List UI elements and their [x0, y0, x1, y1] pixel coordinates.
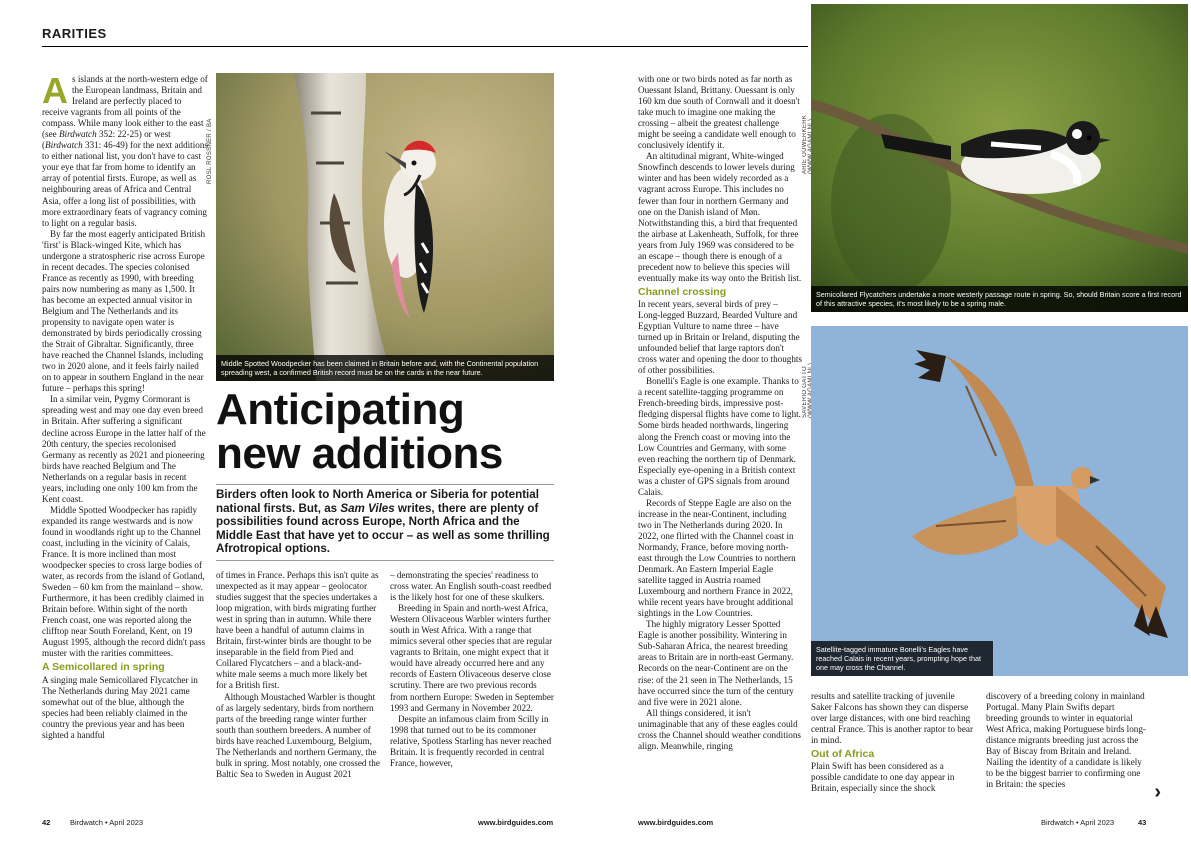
drop-cap: A [42, 74, 68, 111]
paragraph: discovery of a breeding colony in mainland Portugal. Many Plain Swifts depart breeding grounds to winter in equatorial West Africa, making Portuguese birds long-distance migrants breeding just across the Bay of Biscay from Britain and Ireland. Nailing the identity of a candidate is likely to be the biggest barrier to confirming one in Britain: the species [986, 691, 1146, 790]
column-2 [216, 570, 380, 812]
woodpecker-image [216, 73, 554, 381]
paragraph: – demonstrating the species' readiness to cross water. An English south-coast reedbed is the likely host for one of these skulkers. [390, 570, 552, 603]
magazine-issue-left: Birdwatch • April 2023 [70, 818, 144, 827]
website-url-left[interactable]: www.birdguides.com [478, 818, 554, 827]
headline [216, 385, 556, 478]
standfirst: Birders often look to North America or Siberia for potential national firsts. But, as Sam Viles writes, there are plenty of possibilities found across Europe, North Africa and the Middle East that have yet to occur – as well as some thrilling Afrotropical options. [216, 484, 554, 561]
header-rule [42, 46, 808, 47]
paragraph: Plain Swift has been considered as a possible candidate to one day appear in Britain, especially since the shock [811, 761, 955, 794]
column-5 [811, 691, 975, 812]
paragraph: Breeding in Spain and north-west Africa, Western Olivaceous Warbler winters further south in West Africa. With a range that mimics several other species that are regular vagrants to Britain, one might expect that it would have already occurred here and any records of Eastern Olivaceous deserve close scrutiny. There are two previous records from northern Europe: Sweden in September 1993 and Germany in November 2022. [390, 603, 554, 713]
paragraph: In recent years, several birds of prey – Long-legged Buzzard, Bearded Vulture and Egyptian Vulture to name three – have turned up in Britain or Ireland, disputing the unfounded belief that large raptors don't cross water and opening the door to thoughts of other possibilities. [638, 298, 802, 376]
paragraph: Although Moustached Warbler is thought of as largely sedentary, birds from northern parts of the breeding range winter further south than southern breeders. A number of birds have reached Luxembourg, Belgium, The Netherlands and northern Germany, the bulk in spring. Most notably, one crossed the Baltic Sea to Sweden in August 2021 [216, 691, 380, 779]
column-6 [986, 691, 1148, 812]
eagle-caption: Satellite-tagged immature Bonelli's Eagles have reached Calais in recent years, prompting hope that one may cross the Channel. [811, 641, 993, 676]
paragraph: A singing male Semicollared Flycatcher in The Netherlands during May 2021 came somewhat out of the blue, although the species had been reliably claimed in the country the previous year and has been sighted a handful [42, 674, 198, 740]
next-page-arrow-icon[interactable]: › [1154, 781, 1161, 803]
headline-line-2: new additions [216, 429, 503, 478]
subheading: A Semicollared in spring [42, 661, 165, 674]
paragraph: Bonelli's Eagle is one example. Thanks to a recent satellite-tagging programme on French-breeding birds, impressive post-fledging dispersal flights have come to light. Some birds headed northwards, lingering along the French coast or moving into the Low Countries and Germany, with some even reaching the northern tip of Denmark. Especially eye-opening in a British context was a cluster of GPS signals from around Calais. [638, 376, 801, 497]
website-url-right[interactable]: www.birdguides.com [638, 818, 714, 827]
paragraph: Despite an infamous claim from Scilly in 1998 that turned out to be its commoner relative, Spotless Starling has never reached Britain. It is frequently recorded in central France, however, [390, 713, 552, 768]
page-number-right: 43 [1138, 818, 1147, 827]
subheading: Channel crossing [638, 285, 727, 298]
woodpecker-caption: Middle Spotted Woodpecker has been claimed in Britain before and, with the Continental population spreading west, a confirmed British record must be on the cards in the near future. [216, 355, 554, 381]
magazine-issue-right: Birdwatch • April 2023 [1041, 818, 1115, 827]
eagle-photo [811, 326, 1188, 676]
woodpecker-photo [216, 73, 554, 381]
eagle-image [811, 326, 1188, 676]
flycatcher-caption: Semicollared Flycatchers undertake a more westerly passage route in spring. So, should Britain score a first record of this attractive species, it's most likely to be a spring male. [811, 286, 1188, 312]
flycatcher-image [811, 4, 1188, 312]
column-4 [638, 74, 802, 812]
paragraph: with one or two birds noted as far north as Ouessant Island, Brittany. Ouessant is only 160 km due south of Cornwall and it doesn't take much to imagine one making the crossing – albeit the greatest challenge might be seeing a candidate well enough to conclusively identify it. [638, 74, 800, 151]
column-1 [42, 74, 208, 812]
paragraph: of times in France. Perhaps this isn't quite as unexpected as it may appear – geolocator studies suggest that the species undertakes a loop migration, with birds migrating further west in spring than in autumn. While there have been a handful of autumn claims in Britain, first-winter birds are thought to be inseparable in the field from Pied and Collared Flycatchers – and a black-and-white male seems a much more likely bet for a British first. [216, 570, 379, 691]
photo-credit: ARIE OUWERKERK [802, 114, 808, 174]
page-number-left: 42 [42, 818, 51, 827]
paragraph: results and satellite tracking of juvenile Saker Falcons has shown they can disperse over large distances, with one bird reaching central France. This is another raptor to bear in mind. [811, 691, 973, 746]
section-label: RARITIES [42, 26, 107, 41]
headline-line-1: Anticipating [216, 385, 465, 434]
flycatcher-photo [811, 4, 1188, 312]
paragraph: Middle Spotted Woodpecker has rapidly expanded its range westwards and is now found in woodlands right up to the Channel coast, including in the vicinity of Calais, France. It is more inclined than most woodpecker species to cross large bodies of water, as records from the island of Gotland, Sweden – 60 km from the mainland – show. Furthermore, it has been credibly claimed in Britain before. Within sight of the north French coast, one was reported along the clifftop near South Foreland, Kent, on 19 August 1995, although the record didn't pass muster with the rarities committees. [42, 504, 206, 659]
paragraph: All things considered, it isn't unimaginable that any of these eagles could cross the Channel should weather conditions align. Meanwhile, ringing [638, 707, 801, 751]
paragraph: The highly migratory Lesser Spotted Eagle is another possibility. Wintering in Sub-Saharan Africa, the nearest breeding areas to Britain are in north-east Germany. Records on the near-Continent are on the rise: of the 21 seen in The Netherlands, 15 have occurred since the turn of the century and five were in 2021 alone. [638, 619, 794, 707]
paragraph: Records of Steppe Eagle are also on the increase in the near-Continent, including two in The Netherlands during 2020. In 2022, one flirted with the Channel coast in Normandy, France, before moving north-east through the Low Countries to northern Denmark. An Eastern Imperial Eagle satellite tagged in Austria roamed Luxembourg and northern France in 2022, while recent years have brought additional sightings in the Low Countries. [638, 497, 796, 619]
author-name: Sam Viles [340, 501, 395, 515]
paragraph: An altitudinal migrant, White-winged Snowfinch descends to lower levels during winter and has been widely recorded as a vagrant across Europe. This includes no fewer than four in northern Germany and one on the Danish island of Møn. Notwithstanding this, a bird that frequented the airbase at Lakenheath, Suffolk, for three years from July 1969 was considered to be an escape – though there is enough of a precedent now to believe this species will eventually make its way onto the British list. [638, 151, 802, 283]
column-3 [390, 570, 554, 812]
paragraph: By far the most eagerly anticipated British 'first' is Black-winged Kite, which has undergone a stratospheric rise across Europe in recent decades. The species colonised France as recently as 1990, with breeding pairs now numbering as many as 1,500. It has become an expected annual visitor in Belgium and The Netherlands and its propensity to navigate open water is demonstrated by birds periodically crossing the Strait of Gibraltar. Significantly, three have reached the Channel Islands, including two in 2020 alone, and it feels fairly nailed on to appear in southern England in the near future – perhaps this spring! [42, 228, 206, 394]
photo-credit: ROSL RÖSSNER / BA [207, 118, 213, 184]
subheading: Out of Africa [811, 748, 875, 761]
paragraph: In a similar vein, Pygmy Cormorant is spreading west and may one day even breed in Britain. After suffering a significant decline across Europe in the latter half of the 20th century, the species recolonised Germany as recently as 2021 and pioneering birds have reached Belgium and The Netherlands on a regular basis in recent years, including one only 100 km from the Kent coast. [42, 394, 206, 504]
photo-credit: SAVERIO GATTO [802, 366, 808, 418]
intro-paragraph: As islands at the north-western edge of the European landmass, Britain and Ireland are perfectly placed to receive vagrants from all points of the compass. While many look either to the east (see Birdwatch 352: 22-25) or west (Birdwatch 331: 46-49) for the next additions to either national list, you don't have to cast your eye that far from home to identify an array of potential firsts. Europe, as well as neighbouring areas of Africa and Central Asia, offer a long list of possibilities, with more extraordinary feats of vagrancy coming to light on a regular basis. [42, 74, 208, 228]
